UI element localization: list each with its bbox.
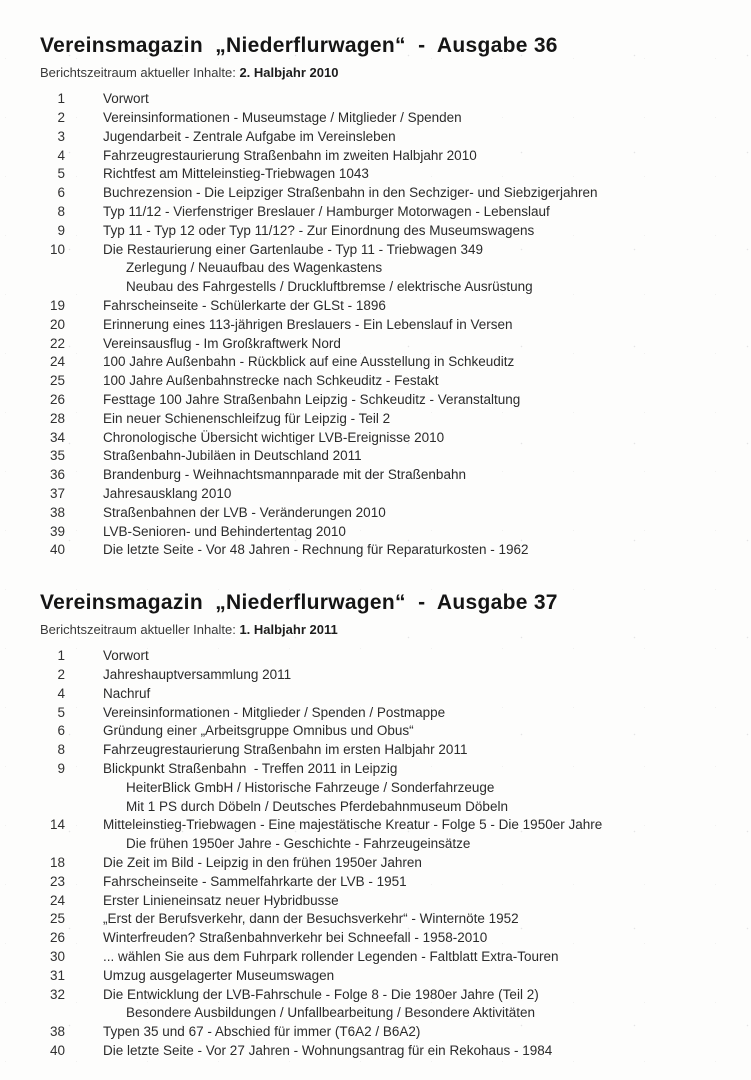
page-number: 30 <box>49 949 65 965</box>
toc-row <box>40 148 727 167</box>
page-number: 8 <box>57 742 65 758</box>
toc-row <box>40 392 727 411</box>
toc-list <box>40 91 727 561</box>
toc-entry-title: Ein neuer Schienenschleifzug für Leipzig - Teil 2 <box>103 410 391 426</box>
toc-entry-title: Festtage 100 Jahre Straßenbahn Leipzig - Schkeuditz - Veranstaltung <box>103 391 521 407</box>
toc-entry-title: Straßenbahn-Jubiläen in Deutschland 2011 <box>103 448 362 464</box>
toc-row <box>40 411 727 430</box>
toc-entry-title: HeiterBlick GmbH / Historische Fahrzeuge / Sonderfahrzeuge <box>126 779 495 795</box>
page-number: 38 <box>49 1024 65 1040</box>
toc-entry-title: Typ 11/12 - Vierfenstriger Breslauer / Hamburger Motorwagen - Lebenslauf <box>103 203 550 219</box>
page-number: 25 <box>49 911 65 927</box>
toc-entry-title: LVB-Senioren- und Behindertentag 2010 <box>103 523 346 539</box>
toc-row <box>40 667 727 686</box>
toc-row <box>40 129 727 148</box>
page-number: 19 <box>49 297 65 313</box>
toc-entry-title: Erinnerung eines 113-jährigen Breslauers - Ein Lebenslauf in Versen <box>103 316 513 332</box>
toc-row <box>40 317 727 336</box>
toc-entry-title: Neubau des Fahrgestells / Druckluftbremse / elektrische Ausrüstung <box>126 279 533 295</box>
toc-entry-title: Jahresausklang 2010 <box>103 485 232 501</box>
page-number: 2 <box>57 667 65 683</box>
toc-entry-title: Richtfest am Mitteleinstieg-Triebwagen 1043 <box>103 166 369 182</box>
toc-entry-title: Typ 11 - Typ 12 oder Typ 11/12? - Zur Einordnung des Museumswagens <box>103 222 535 238</box>
toc-row <box>40 949 727 968</box>
toc-entry-title: Besondere Ausbildungen / Unfallbearbeitung / Besondere Aktivitäten <box>126 1005 536 1021</box>
toc-row <box>40 373 727 392</box>
toc-row <box>40 354 727 373</box>
toc-row <box>40 987 727 1006</box>
toc-entry-title: Fahrzeugrestaurierung Straßenbahn im zweiten Halbjahr 2010 <box>103 147 477 163</box>
toc-row <box>40 166 727 185</box>
toc-entry-title: Die Restaurierung einer Gartenlaube - Typ 11 - Triebwagen 349 <box>103 241 483 257</box>
toc-entry-title: Blickpunkt Straßenbahn - Treffen 2011 in Leipzig <box>103 761 398 777</box>
toc-row <box>40 260 727 279</box>
toc-row <box>40 279 727 298</box>
toc-entry-title: Zerlegung / Neuaufbau des Wagenkastens <box>126 260 383 276</box>
toc-entry-title: Vorwort <box>103 91 149 107</box>
toc-row <box>40 204 727 223</box>
page-number: 2 <box>57 109 65 125</box>
page-number: 34 <box>49 429 65 445</box>
toc-entry-title: Straßenbahnen der LVB - Veränderungen 2010 <box>103 504 386 520</box>
issue-subtitle <box>40 65 727 80</box>
toc-entry-title: Mitteleinstieg-Triebwagen - Eine majestätische Kreatur - Folge 5 - Die 1950er Jahre <box>103 817 603 833</box>
toc-row <box>40 930 727 949</box>
toc-row <box>40 874 727 893</box>
subtitle-period: 2. Halbjahr 2010 <box>239 65 339 81</box>
toc-row <box>40 430 727 449</box>
toc-entry-title: Mit 1 PS durch Döbeln / Deutsches Pferdebahnmuseum Döbeln <box>126 798 508 814</box>
toc-entry-title: ... wählen Sie aus dem Fuhrpark rollender Legenden - Faltblatt Extra-Touren <box>103 949 559 965</box>
toc-entry-title: Vereinsinformationen - Museumstage / Mitglieder / Spenden <box>103 109 462 125</box>
page-number: 35 <box>49 448 65 464</box>
toc-entry-title: Vorwort <box>103 648 149 664</box>
toc-entry-title: Vereinsausflug - Im Großkraftwerk Nord <box>103 335 341 351</box>
toc-entry-title: Vereinsinformationen - Mitglieder / Spenden / Postmappe <box>103 704 446 720</box>
toc-entry-title: Erster Linieneinsatz neuer Hybridbusse <box>103 892 339 908</box>
toc-row <box>40 1005 727 1024</box>
subtitle-label: Berichtszeitraum aktueller Inhalte: <box>40 622 240 638</box>
page-number: 40 <box>49 1043 65 1059</box>
toc-row <box>40 799 727 818</box>
toc-entry-title: Winterfreuden? Straßenbahnverkehr bei Schneefall - 1958-2010 <box>103 930 488 946</box>
toc-row <box>40 223 727 242</box>
page-number: 4 <box>57 685 65 701</box>
page-number: 36 <box>49 467 65 483</box>
toc-entry-title: 100 Jahre Außenbahn - Rückblick auf eine Ausstellung in Schkeuditz <box>103 354 515 370</box>
page-number: 18 <box>49 855 65 871</box>
page-number: 26 <box>49 391 65 407</box>
toc-row <box>40 524 727 543</box>
page-number: 37 <box>49 485 65 501</box>
subtitle-label: Berichtszeitraum aktueller Inhalte: <box>40 65 240 81</box>
toc-entry-title: Nachruf <box>103 685 151 701</box>
toc-entry-title: Jugendarbeit - Zentrale Aufgabe im Vereinsleben <box>103 128 396 144</box>
toc-row <box>40 542 727 561</box>
toc-entry-title: Die letzte Seite - Vor 48 Jahren - Rechnung für Reparaturkosten - 1962 <box>103 542 529 558</box>
issue-title: Vereinsmagazin „Niederflurwagen“ - Ausgabe 37 <box>40 591 558 615</box>
page-number: 4 <box>57 147 65 163</box>
page-number: 1 <box>57 648 65 664</box>
page-number: 40 <box>49 542 65 558</box>
page-number: 5 <box>57 704 65 720</box>
toc-row <box>40 761 727 780</box>
page-number: 9 <box>57 222 65 238</box>
page-number: 6 <box>57 723 65 739</box>
toc-entry-title: Buchrezension - Die Leipziger Straßenbahn in den Sechziger- und Siebzigerjahren <box>103 185 598 201</box>
toc-row <box>40 91 727 110</box>
toc-row <box>40 486 727 505</box>
toc-entry-title: Die letzte Seite - Vor 27 Jahren - Wohnungsantrag für ein Rekohaus - 1984 <box>103 1043 553 1059</box>
page-number: 24 <box>49 354 65 370</box>
toc-row <box>40 467 727 486</box>
page-number: 10 <box>49 241 65 257</box>
toc-row <box>40 242 727 261</box>
toc-row <box>40 817 727 836</box>
page-number: 24 <box>49 892 65 908</box>
toc-row <box>40 110 727 129</box>
toc-entry-title: „Erst der Berufsverkehr, dann der Besuchsverkehr“ - Winternöte 1952 <box>103 911 519 927</box>
toc-entry-title: Chronologische Übersicht wichtiger LVB-Ereignisse 2010 <box>103 429 445 445</box>
toc-row <box>40 968 727 987</box>
toc-row <box>40 298 727 317</box>
toc-row <box>40 911 727 930</box>
toc-entry-title: 100 Jahre Außenbahnstrecke nach Schkeuditz - Festakt <box>103 373 439 389</box>
page-number: 31 <box>49 967 65 983</box>
toc-entry-title: Die Entwicklung der LVB-Fahrschule - Folge 8 - Die 1980er Jahre (Teil 2) <box>103 986 539 1002</box>
toc-row <box>40 185 727 204</box>
toc-row <box>40 723 727 742</box>
toc-row <box>40 893 727 912</box>
page-number: 39 <box>49 523 65 539</box>
page-number: 5 <box>57 166 65 182</box>
page-number: 1 <box>57 91 65 107</box>
page-number: 28 <box>49 410 65 426</box>
toc-row <box>40 1024 727 1043</box>
toc-entry-title: Typen 35 und 67 - Abschied für immer (T6A2 / B6A2) <box>103 1024 421 1040</box>
page-number: 20 <box>49 316 65 332</box>
toc-row <box>40 742 727 761</box>
subtitle-period: 1. Halbjahr 2011 <box>239 622 338 638</box>
toc-row <box>40 705 727 724</box>
toc-row <box>40 836 727 855</box>
page-number: 9 <box>57 761 65 777</box>
toc-list <box>40 648 727 1062</box>
toc-entry-title: Gründung einer „Arbeitsgruppe Omnibus und Obus“ <box>103 723 414 739</box>
toc-row <box>40 855 727 874</box>
toc-entry-title: Fahrscheinseite - Schülerkarte der GLSt - 1896 <box>103 297 386 313</box>
toc-entry-title: Brandenburg - Weihnachtsmannparade mit der Straßenbahn <box>103 467 466 483</box>
toc-entry-title: Die Zeit im Bild - Leipzig in den frühen 1950er Jahren <box>103 855 422 871</box>
toc-entry-title: Umzug ausgelagerter Museumswagen <box>103 967 335 983</box>
page-number: 8 <box>57 203 65 219</box>
toc-entry-title: Jahreshauptversammlung 2011 <box>103 667 292 683</box>
toc-entry-title: Die frühen 1950er Jahre - Geschichte - Fahrzeugeinsätze <box>126 836 471 852</box>
page-number: 22 <box>49 335 65 351</box>
toc-row <box>40 1043 727 1062</box>
page-number: 38 <box>49 504 65 520</box>
issue-title: Vereinsmagazin „Niederflurwagen“ - Ausgabe 36 <box>40 34 558 57</box>
toc-row <box>40 648 727 667</box>
page-number: 3 <box>57 128 65 144</box>
page-number: 25 <box>49 373 65 389</box>
page-number: 26 <box>49 930 65 946</box>
page-number: 14 <box>49 817 65 833</box>
section-ausgabe-36 <box>40 33 727 561</box>
issue-subtitle <box>40 622 727 637</box>
page-number: 6 <box>57 185 65 201</box>
toc-row <box>40 505 727 524</box>
toc-entry-title: Fahrzeugrestaurierung Straßenbahn im ersten Halbjahr 2011 <box>103 742 468 758</box>
toc-row <box>40 448 727 467</box>
page-number: 32 <box>49 986 65 1002</box>
section-ausgabe-37 <box>40 590 727 1062</box>
toc-row <box>40 336 727 355</box>
toc-row <box>40 780 727 799</box>
toc-entry-title: Fahrscheinseite - Sammelfahrkarte der LVB - 1951 <box>103 873 407 889</box>
toc-row <box>40 686 727 705</box>
page-number: 23 <box>49 873 65 889</box>
